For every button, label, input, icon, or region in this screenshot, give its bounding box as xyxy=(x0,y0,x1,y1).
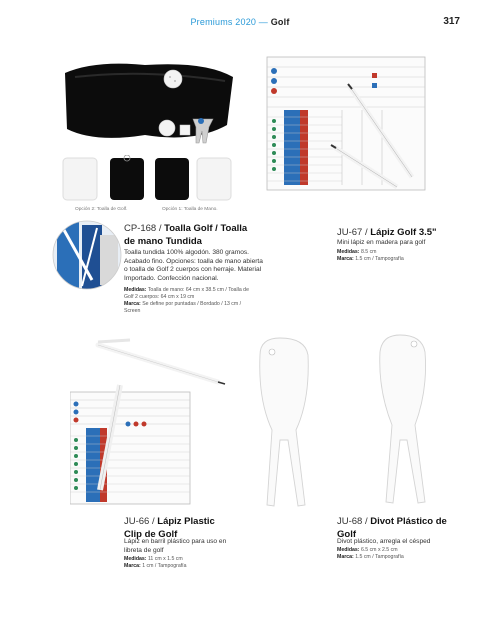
cp168-title xyxy=(124,222,254,248)
header-section: Premiums 2020 — xyxy=(190,17,269,27)
ju68-measures xyxy=(337,547,457,554)
ju66-description: Lápiz en barril plástico para uso en libreta de golf xyxy=(124,538,227,554)
cp168-measures-label: Medidas: xyxy=(124,287,147,293)
cp168-brand xyxy=(124,301,254,315)
ju68-brand-label: Marca: xyxy=(337,554,354,560)
plastic-divot-image xyxy=(250,330,445,510)
cp168-measures-value: Toalla de mano: 64 cm x 38.5 cm / Toalla de Golf 2 cuerpos: 64 cm x 19 cm xyxy=(124,287,249,300)
ju67-code: JU-67 / xyxy=(337,227,368,238)
ju67-measures-label: Medidas: xyxy=(337,249,360,255)
ju68-description: Divot plástico, arregla el césped xyxy=(337,538,431,545)
towel-swatches xyxy=(60,155,240,205)
ju66-brand-label: Marca: xyxy=(124,563,141,569)
ju68-measures-value: 6.5 cm x 2.5 cm xyxy=(360,547,398,553)
cp168-brand-label: Marca: xyxy=(124,301,141,307)
ju68-measures-label: Medidas: xyxy=(337,547,360,553)
golf-bag-detail-image xyxy=(52,220,122,290)
ju68-code: JU-68 / xyxy=(337,516,368,527)
ju66-code: JU-66 / xyxy=(124,516,155,527)
ju66-brand xyxy=(124,563,234,570)
ju66-measures-value: 11 cm x 1.5 cm xyxy=(147,556,183,562)
clip-pencil-scorecard-image xyxy=(70,330,235,505)
ju66-measures xyxy=(124,556,234,563)
ju66-measures-label: Medidas: xyxy=(124,556,147,562)
ju68-brand-value: 1.5 cm / Tampografía xyxy=(355,554,404,560)
page-number: 317 xyxy=(443,16,460,27)
ju67-title xyxy=(337,226,467,239)
header-category: Golf xyxy=(270,17,290,27)
option2-caption: Opción 2: Toalla de Golf. xyxy=(75,207,128,212)
cp168-name: Toalla Golf / Toalla de mano Tundida xyxy=(124,223,248,247)
ju66-brand-value: 1 cm / Tampografía xyxy=(142,563,187,569)
cp168-measures xyxy=(124,287,254,301)
cp168-brand-value: Se define por puntadas / Bordado / 13 cm / Screen xyxy=(124,301,242,314)
golf-kit-image xyxy=(55,55,240,150)
page-header xyxy=(0,17,480,27)
ju68-name: Divot Plástico de Golf xyxy=(337,516,447,540)
ju68-brand xyxy=(337,554,457,561)
ju67-brand-label: Marca: xyxy=(337,256,354,262)
ju67-description: Mini lápiz en madera para golf xyxy=(337,239,426,246)
ju67-measures xyxy=(337,249,467,256)
ju67-brand-value: 1.5 cm / Tampografía xyxy=(355,256,404,262)
ju67-measures-value: 8.5 cm xyxy=(360,249,377,255)
ju67-name: Lápiz Golf 3.5" xyxy=(370,227,437,238)
option1-caption: Opción 1: Toalla de Mano. xyxy=(162,207,218,212)
scorecard-pencils-image xyxy=(262,55,432,195)
ju66-name: Lápiz Plastic Clip de Golf xyxy=(124,516,215,540)
cp168-description: Toalla tundida 100% algodón. 380 gramos. Acabado fino. Opciones: toalla de mano abierta o toalla de Golf 2 cuerpos con herraje. Material Importado. Confección nacional. xyxy=(124,249,263,282)
ju67-brand xyxy=(337,256,467,263)
cp168-code: CP-168 / xyxy=(124,223,162,234)
